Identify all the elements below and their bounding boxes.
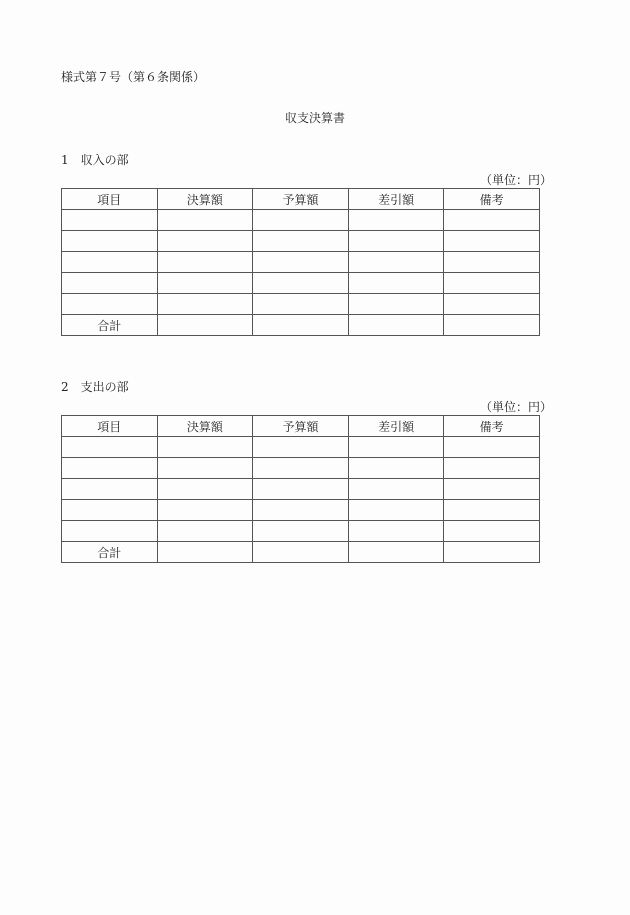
- column-header: 差引額: [348, 416, 444, 437]
- table-cell: [348, 210, 444, 231]
- table-cell: [348, 521, 444, 542]
- table-cell: [62, 458, 158, 479]
- table-cell: [444, 458, 540, 479]
- total-row: [62, 542, 540, 563]
- table-cell: [348, 458, 444, 479]
- table-cell: [253, 252, 349, 273]
- table-cell: [253, 542, 349, 563]
- column-header: 決算額: [157, 416, 253, 437]
- table-row: [62, 273, 540, 294]
- table-cell: [444, 521, 540, 542]
- table-cell: [253, 521, 349, 542]
- table-cell: [157, 273, 253, 294]
- form-number: 様式第７号（第６条関係）: [61, 70, 206, 84]
- column-header: 備考: [444, 416, 540, 437]
- table-cell: [157, 542, 253, 563]
- table-cell: [444, 252, 540, 273]
- table-row: [62, 437, 540, 458]
- table-cell: [444, 273, 540, 294]
- table-cell: [62, 437, 158, 458]
- table-row: [62, 210, 540, 231]
- table-cell: [157, 500, 253, 521]
- column-header: 決算額: [157, 189, 253, 210]
- expense-table: [61, 415, 540, 563]
- total-row: [62, 315, 540, 336]
- table-row: [62, 479, 540, 500]
- table-cell: [253, 294, 349, 315]
- section-heading-income: 1 収入の部: [61, 153, 129, 167]
- table-cell: [444, 294, 540, 315]
- table-cell: [348, 437, 444, 458]
- table-cell: [62, 273, 158, 294]
- table-cell: [157, 210, 253, 231]
- table-cell: [62, 294, 158, 315]
- table-row: [62, 231, 540, 252]
- table-cell: [444, 437, 540, 458]
- table-row: [62, 500, 540, 521]
- table-cell: [62, 521, 158, 542]
- table-cell: [444, 210, 540, 231]
- table-row: [62, 458, 540, 479]
- table-cell: [157, 252, 253, 273]
- table-cell: [157, 294, 253, 315]
- table-cell: [348, 273, 444, 294]
- column-header: 備考: [444, 189, 540, 210]
- column-header: 予算額: [253, 189, 349, 210]
- table-cell: [157, 479, 253, 500]
- column-header: 項目: [62, 416, 158, 437]
- table-cell: [253, 458, 349, 479]
- column-header: 予算額: [253, 416, 349, 437]
- table-cell: [348, 542, 444, 563]
- column-header: 項目: [62, 189, 158, 210]
- table-cell: [157, 521, 253, 542]
- unit-label-income: （単位：円）: [479, 173, 552, 187]
- table-cell: [157, 231, 253, 252]
- table-row: [62, 521, 540, 542]
- document-title: 収支決算書: [284, 111, 345, 125]
- table-cell: [253, 210, 349, 231]
- table-cell: [444, 479, 540, 500]
- table-cell: [348, 315, 444, 336]
- table-cell: [253, 231, 349, 252]
- unit-label-expense: （単位：円）: [479, 400, 552, 414]
- table-cell: [444, 231, 540, 252]
- table-cell: [253, 500, 349, 521]
- table-cell: [444, 315, 540, 336]
- section-heading-expense: 2 支出の部: [61, 380, 129, 394]
- table-header-row: [62, 189, 540, 210]
- table-cell: [157, 315, 253, 336]
- table-cell: [253, 437, 349, 458]
- table-cell: [62, 210, 158, 231]
- table-cell: [348, 479, 444, 500]
- table-cell: [348, 231, 444, 252]
- column-header: 差引額: [348, 189, 444, 210]
- income-table: [61, 188, 540, 336]
- table-cell: [62, 252, 158, 273]
- table-cell: [348, 294, 444, 315]
- total-label: 合計: [62, 542, 158, 563]
- table-cell: [157, 458, 253, 479]
- table-cell: [444, 500, 540, 521]
- table-cell: [253, 315, 349, 336]
- table-cell: [444, 542, 540, 563]
- table-cell: [253, 273, 349, 294]
- table-cell: [348, 500, 444, 521]
- table-header-row: [62, 416, 540, 437]
- table-cell: [157, 437, 253, 458]
- table-cell: [62, 231, 158, 252]
- table-row: [62, 252, 540, 273]
- table-cell: [62, 500, 158, 521]
- table-cell: [253, 479, 349, 500]
- total-label: 合計: [62, 315, 158, 336]
- table-row: [62, 294, 540, 315]
- table-cell: [348, 252, 444, 273]
- table-cell: [62, 479, 158, 500]
